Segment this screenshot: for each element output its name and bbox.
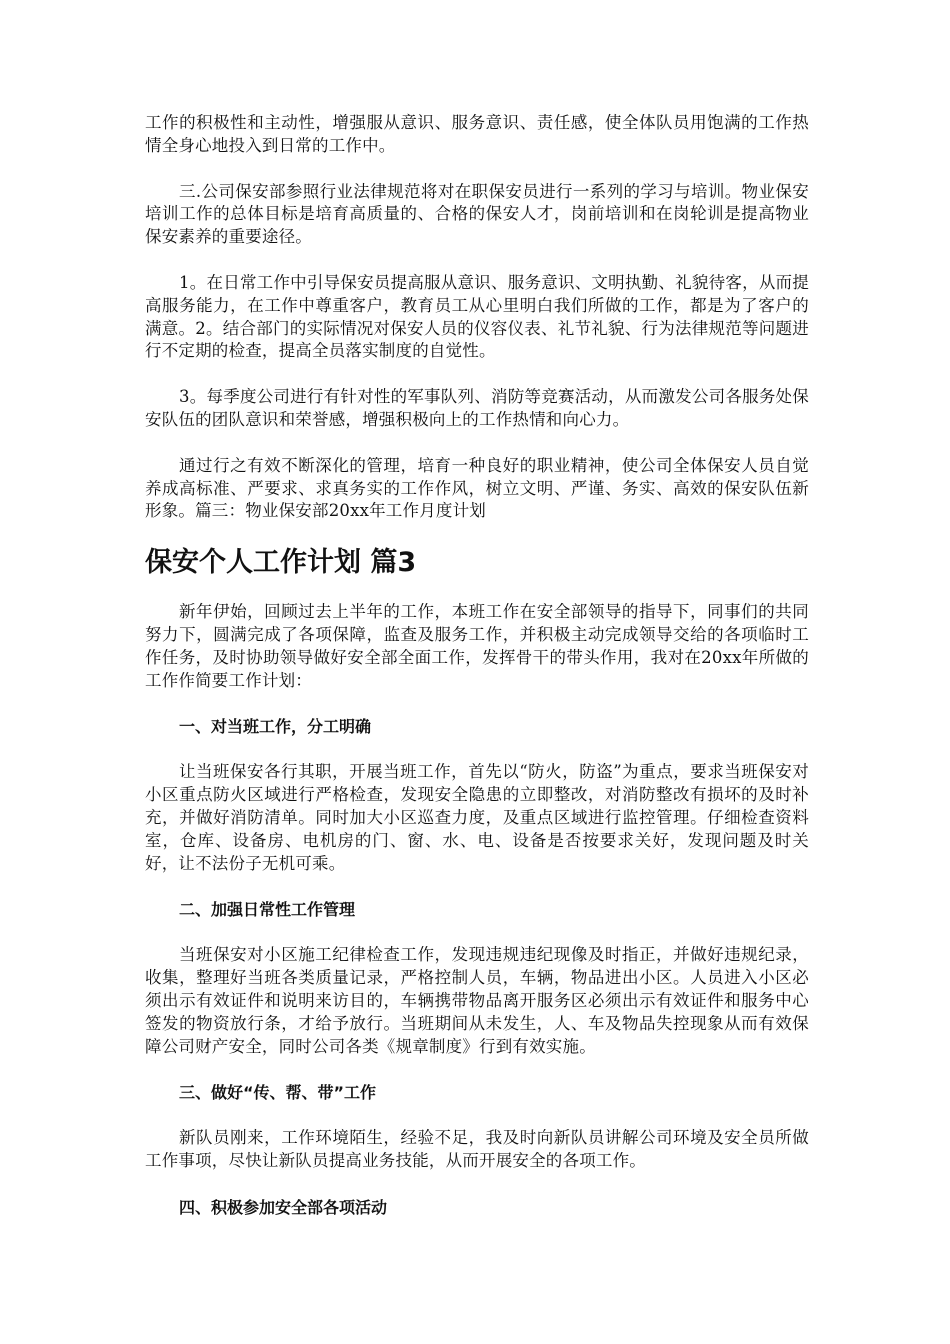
paragraph-item-1-2: 1。在日常工作中引导保安员提高服从意识、服务意识、文明执勤、礼貌待客，从而提高服务能力，在工作中尊重客户，教育员工从心里明白我们所做的工作，都是为了客户的满意。2。结合部门的实际情况对保安人员的仪容仪表、礼节礼貌、行为法律规范等问题进行不定期的检查，提高全员落实制度的自觉性。 [145, 272, 809, 361]
paragraph-intro: 新年伊始，回顾过去上半年的工作，本班工作在安全部领导的指导下，同事们的共同努力下，圆满完成了各项保障，监查及服务工作，并积极主动完成领导交给的各项临时工作任务，及时协助领导做好安全部全面工作，发挥骨干的带头作用，我对在20xx年所做的工作作简要工作计划： [145, 602, 809, 690]
paragraph-item-3: 3。每季度公司进行有针对性的军事队列、消防等竞赛活动，从而激发公司各服务处保安队伍的团队意识和荣誉感，增强积极向上的工作热情和向心力。 [145, 387, 809, 429]
document-body [145, 112, 809, 1242]
paragraph-continued: 工作的积极性和主动性，增强服从意识、服务意识、责任感，使全体队员用饱满的工作热情全身心地投入到日常的工作中。 [145, 113, 809, 155]
subheading-3: 三、做好“传、帮、带”工作 [179, 1083, 377, 1103]
subheading-4: 四、积极参加安全部各项活动 [179, 1197, 388, 1217]
paragraph-training: 三.公司保安部参照行业法律规范将对在职保安员进行一系列的学习与培训。物业保安培训工作的总体目标是培育高质量的、合格的保安人才，岗前培训和在岗轮训是提高物业保安素养的重要途径。 [145, 181, 809, 247]
paragraph-section-3: 新队员刚来，工作环境陌生，经验不足，我及时向新队员讲解公司环境及安全员所做工作事项，尽快让新队员提高业务技能，从而开展安全的各项工作。 [145, 1128, 809, 1171]
paragraph-section-1: 让当班保安各行其职，开展当班工作，首先以“防火，防盗”为重点，要求当班保安对小区重点防火区域进行严格检查，发现安全隐患的立即整改，对消防整改有损坏的及时补充，并做好消防清单。同时加大小区巡查力度，及重点区域进行监控管理。仔细检查资料室，仓库、设备房、电机房的门、窗、水、电、设备是否按要求关好，发现问题及时关好，让不法份子无机可乘。 [145, 762, 809, 873]
subheading-1: 一、对当班工作，分工明确 [179, 717, 372, 737]
section-title: 保安个人工作计划 篇3 [145, 547, 417, 579]
paragraph-summary: 通过行之有效不断深化的管理，培育一种良好的职业精神，使公司全体保安人员自觉养成高标准、严要求、求真务实的工作作风，树立文明、严谨、务实、高效的保安队伍新形象。篇三：物业保安部20xx年工作月度计划 [145, 455, 809, 521]
paragraph-section-2: 当班保安对小区施工纪律检查工作，发现违规违纪现像及时指正，并做好违规纪录，收集，整理好当班各类质量记录，严格控制人员，车辆，物品进出小区。人员进入小区必须出示有效证件和说明来访目的，车辆携带物品离开服务区必须出示有效证件和服务中心签发的物资放行条，才给予放行。当班期间从未发生，人、车及物品失控现象从而有效保障公司财产安全，同时公司各类《规章制度》行到有效实施。 [145, 945, 809, 1056]
subheading-2: 二、加强日常性工作管理 [179, 900, 356, 920]
